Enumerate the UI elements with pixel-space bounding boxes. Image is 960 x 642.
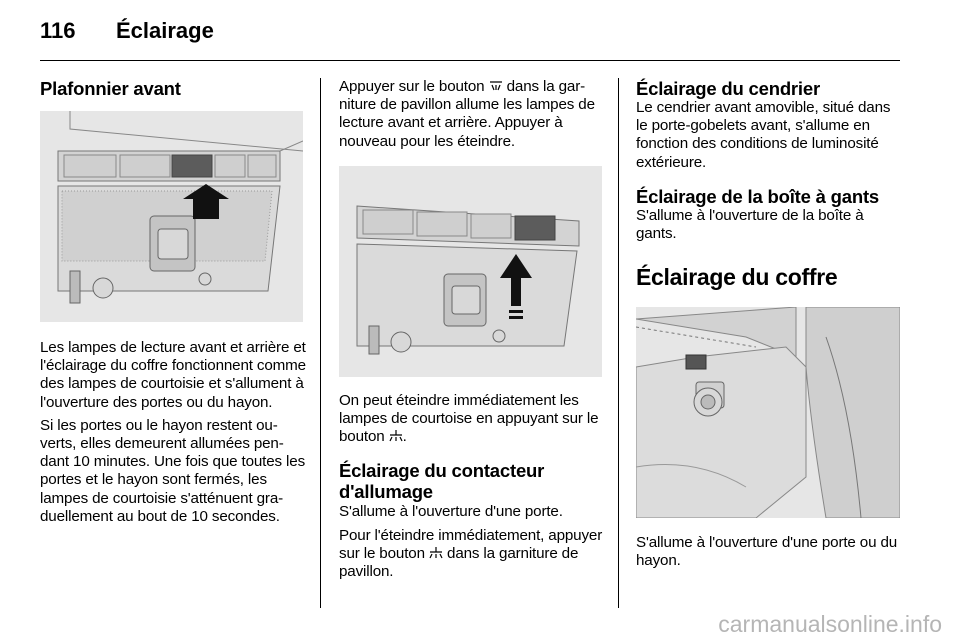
- header-rule: [40, 60, 900, 61]
- paragraph-coffre: S'allume à l'ouverture d'une porte ou du hayon.: [636, 534, 898, 570]
- figure-plafonnier: [40, 111, 303, 322]
- reading-button-illustration: [339, 166, 602, 377]
- courtesy-lamp-icon: [429, 547, 443, 559]
- column-divider-2: [618, 78, 619, 608]
- page-header: [40, 18, 214, 48]
- figure-bouton-lecture: [339, 166, 602, 377]
- section-heading-contacteur: Éclairage du contacteur d'allumage: [339, 460, 545, 503]
- paragraph-contacteur-allume: S'allume à l'ouverture d'une porte.: [339, 503, 563, 521]
- figure-coffre: [636, 307, 900, 518]
- section-title-coffre: Éclairage du coffre: [636, 264, 838, 291]
- watermark: carmanualsonline.info: [718, 611, 942, 637]
- paragraph-contacteur-eteindre: Pour l'éteindre immédiatement, appuyer sur le bouton dans la garniture de pavillon.: [339, 526, 603, 581]
- paragraph-bouton-lecture: Appuyer sur le bouton dans la garniture de pavillon allume les lampes de lecture avant et arrière. Appuyer à nouveau pour les éteindre.: [339, 78, 595, 150]
- section-heading-cendrier: Éclairage du cendrier: [636, 78, 820, 99]
- paragraph-portes-ouvertes: Si les portes ou le hayon restent ouverts, elles demeurent allumées pendant 10 minutes. Une fois que toutes les portes et le hayon sont fermés, les lampes de courtoisie s'atténuent graduellement au bout de 10 secondes.: [40, 416, 306, 525]
- trunk-light-illustration: [636, 307, 900, 518]
- page-number: 116: [40, 18, 76, 43]
- paragraph-courtoisie: Les lampes de lecture avant et arrière et l'éclairage du coffre fonctionnent comme des lampes de courtoisie et s'allument à l'ouverture des portes ou du hayon.: [40, 339, 306, 411]
- column-3: [636, 74, 902, 571]
- paragraph-boite-gants: S'allume à l'ouverture de la boîte à gants.: [636, 206, 864, 243]
- column-1: [40, 74, 306, 526]
- courtesy-lamp-icon: [389, 430, 403, 442]
- ceiling-console-illustration: [40, 111, 303, 322]
- paragraph-cendrier: Le cendrier avant amovible, situé dans le porte-gobelets avant, s'allume en fonction des conditions de luminosité extérieure.: [636, 99, 891, 171]
- column-divider-1: [320, 78, 321, 608]
- chapter-title: Éclairage: [116, 18, 214, 43]
- section-heading-boite-gants: Éclairage de la boîte à gants: [636, 185, 880, 207]
- column-2: [339, 74, 605, 581]
- section-heading-plafonnier: Plafonnier avant: [40, 78, 181, 99]
- reading-lamp-icon: [489, 80, 503, 92]
- paragraph-eteindre-courtoisie: On peut éteindre immédiatement les lampes de courtoise en appuyant sur le bouton .: [339, 391, 599, 446]
